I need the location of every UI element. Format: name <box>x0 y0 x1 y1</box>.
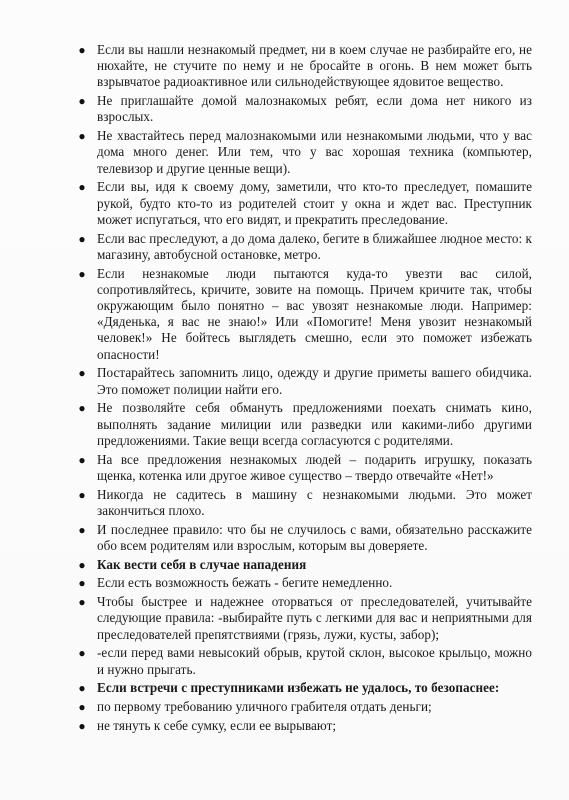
list-item-text: На все предложения незнакомых людей – подарить игрушку, показать щенка, котенка или другое живое существо – твердо отвечайте «Нет!» <box>97 451 532 483</box>
list-item-text: по первому требованию уличного грабителя отдать деньги; <box>97 699 432 715</box>
list-item-text: Не хвастайтесь перед малознакомыми или незнакомыми людьми, что у вас дома много денег. Или тем, что у вас хорошая техника (компьютер, телевизор и другие ценные вещи). <box>97 128 532 176</box>
bullet-icon: ● <box>78 366 86 381</box>
bullet-icon: ● <box>78 646 86 661</box>
bullet-icon: ● <box>78 700 86 715</box>
list-item-text: Не приглашайте домой малознакомых ребят, если дома нет никого из взрослых. <box>97 93 532 125</box>
list-item-text: Постарайтесь запомнить лицо, одежду и другие приметы вашего обидчика. Это поможет полиции найти его. <box>97 365 532 397</box>
list-item <box>76 231 532 263</box>
list-item <box>76 452 532 484</box>
list-item-text: не тянуть к себе сумку, если ее вырывают; <box>97 718 337 734</box>
bullet-icon: ● <box>78 452 86 467</box>
list-item <box>76 645 532 677</box>
list-item <box>76 365 532 397</box>
list-item-text: Если незнакомые люди пытаются куда-то увезти вас силой, сопротивляйтесь, кричите, зовите на помощь. Причем кричите так, чтобы окружающим было понятно – вас увозят незнакомые люди. Например: «Дяденька, я вас не знаю!» Или «Помогите! Меня увозит незнакомый человек!» Не бойтесь выглядеть смешно, если это поможет избежать опасности! <box>97 265 532 362</box>
list-item <box>76 718 532 734</box>
bullet-icon: ● <box>78 231 86 246</box>
bullet-icon: ● <box>78 180 86 195</box>
list-item <box>76 179 532 228</box>
bullet-icon: ● <box>78 487 86 502</box>
bullet-icon: ● <box>78 576 86 591</box>
bullet-icon: ● <box>78 557 86 572</box>
list-item-text: Не позволяйте себя обмануть предложениями поехать снимать кино, выполнять задание милиции или разведки или какими-либо другими предложениями. Такие вещи всегда согласуются с родителями. <box>97 400 532 448</box>
section-heading <box>76 680 532 696</box>
bullet-icon: ● <box>78 266 86 281</box>
list-item-text: Если есть возможность бежать - бегите немедленно. <box>97 575 393 591</box>
bullet-icon: ● <box>78 719 86 734</box>
bullet-icon: ● <box>78 522 86 537</box>
list-item <box>76 42 532 91</box>
list-item <box>76 400 532 449</box>
list-item <box>76 487 532 519</box>
section-heading <box>76 557 532 573</box>
list-item-text: Если вы, идя к своему дому, заметили, что кто-то преследует, помашите рукой, будто кто-то из родителей стоит у окна и ждет вас. Преступник может испугаться, что его видят, и прекратить преследование. <box>97 179 532 227</box>
bullet-icon: ● <box>78 681 86 696</box>
bullet-icon: ● <box>78 401 86 416</box>
bullet-icon: ● <box>78 43 86 57</box>
list-item-text: Если вас преследуют, а до дома далеко, бегите в ближайшее людное место: к магазину, автобусной остановке, метро. <box>97 230 532 262</box>
list-item-text: Если вы нашли незнакомый предмет, ни в коем случае не разбирайте его, не нюхайте, не стучите по нему и не бросайте в огонь. В нем может быть взрывчатое радиоактивное или сильнодействующее ядовитое вещество. <box>97 42 532 90</box>
bullet-icon: ● <box>78 595 86 610</box>
list-item <box>76 699 532 715</box>
list-item <box>76 594 532 643</box>
list-item-text: Чтобы быстрее и надежнее оторваться от преследователей, учитывайте следующие правила: -выбирайте путь с легкими для вас и неприятными для преследователей препятствиями (грязь, лужи, кусты, забор); <box>97 594 532 642</box>
list-item <box>76 522 532 554</box>
list-item <box>76 575 532 591</box>
list-item <box>76 266 532 363</box>
list-item <box>76 128 532 177</box>
list-item <box>76 93 532 125</box>
bullet-icon: ● <box>78 129 86 144</box>
section-heading-text: Если встречи с преступниками избежать не удалось, то безопаснее: <box>97 680 500 696</box>
list-item-text: -если перед вами невысокий обрыв, крутой склон, высокое крыльцо, можно и нужно прыгать. <box>97 645 532 677</box>
list-item-text: Никогда не садитесь в машину с незнакомыми людьми. Это может закончиться плохо. <box>97 486 532 518</box>
section-heading-text: Как вести себя в случае нападения <box>97 556 307 572</box>
safety-rules-list <box>76 42 532 737</box>
bullet-icon: ● <box>78 94 86 109</box>
list-item-text: И последнее правило: что бы не случилось с вами, обязательно расскажите обо всем родителям или взрослым, которым вы доверяете. <box>97 521 532 553</box>
